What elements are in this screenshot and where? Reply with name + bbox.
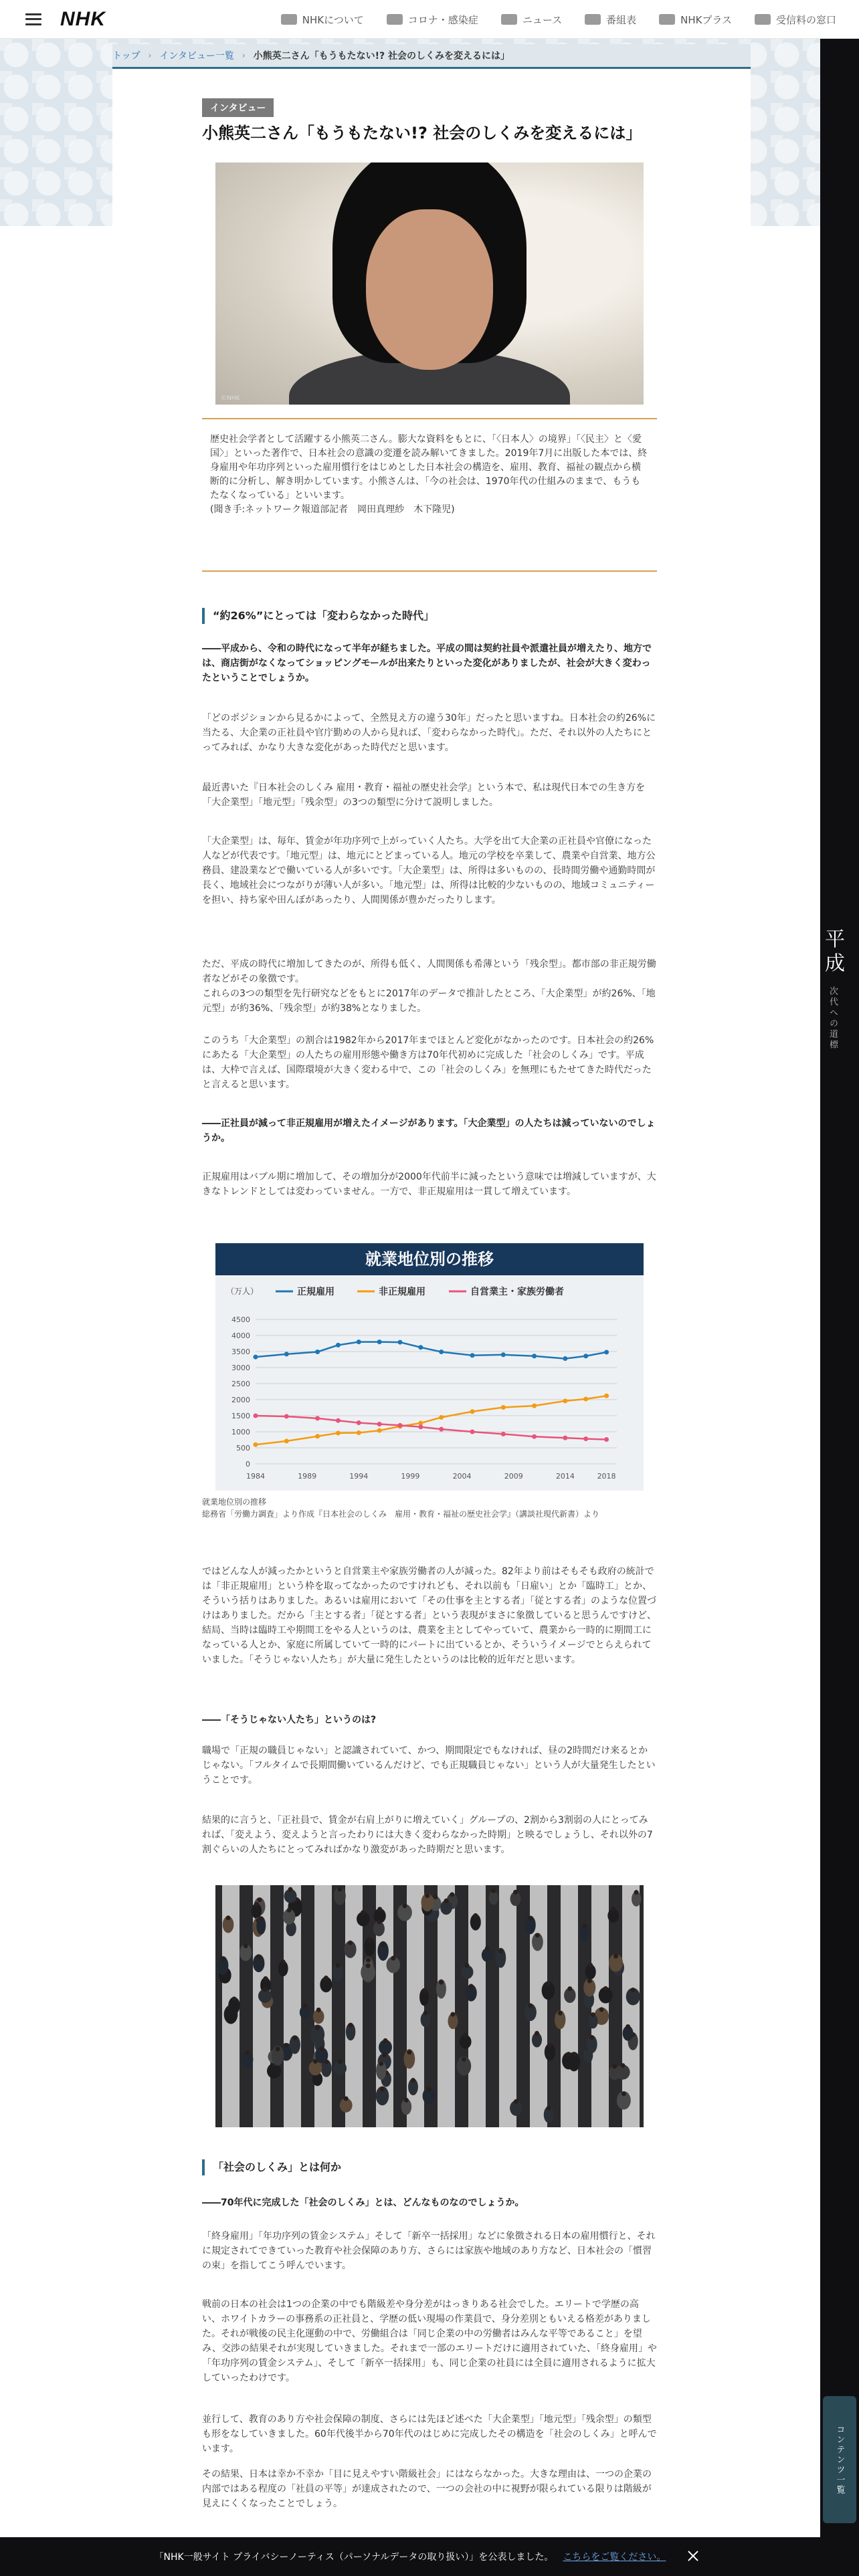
data-point <box>418 1345 423 1350</box>
data-point <box>398 1340 403 1345</box>
pedestrian-head <box>588 1963 593 1967</box>
pedestrian-head <box>589 2035 594 2040</box>
pedestrian-head <box>444 1899 449 1903</box>
paragraph-2: 最近書いた『日本社会のしくみ 雇用・教育・福祉の歴史社会学』という本で、私は現代日本での生き方を「大企業型」「地元型」「残余型」の3つの類型に分けて説明しました。 <box>202 782 646 808</box>
data-point <box>315 1416 320 1420</box>
paragraph-1: 「どのポジションから見るかによって、全然見え方の違う30年」だったと思いますね。日本社会の約26%に当たる、大企業の正社員や官庁勤めの人から見れば、「変わらなかった時代」。ただ、それ以外の人たちにとってみれば、かなり大きな変化があった時代だと思います。 <box>202 713 656 753</box>
pedestrian-head <box>316 2008 321 2012</box>
x-tick-label: 1984 <box>246 1472 265 1481</box>
data-point <box>563 1398 567 1403</box>
pedestrian-head <box>558 2011 563 2016</box>
crosswalk-stripe <box>622 1885 640 2127</box>
portrait-face <box>366 209 493 370</box>
y-tick-label: 1000 <box>231 1428 250 1436</box>
pedestrian-head <box>425 1893 430 1898</box>
nav-news[interactable]: ニュース <box>501 13 562 27</box>
crosswalk-stripe <box>591 1885 609 2127</box>
y-tick-label: 500 <box>236 1444 250 1453</box>
pedestrian-head <box>450 1892 454 1897</box>
pedestrian-head <box>344 2097 349 2101</box>
pedestrian-head <box>634 1890 639 1895</box>
paragraph-6: 正規雇用はバブル期に増加して、その増加分が2000年代前半に減ったという意味では増減していますが、大きなトレンドとしては変わっていません。一方で、非正規雇用は一貫して増えています。 <box>202 1172 656 1197</box>
data-point <box>470 1409 475 1414</box>
pedestrian-head <box>612 2064 617 2068</box>
y-tick-label: 3000 <box>231 1364 250 1372</box>
x-tick-label: 2018 <box>597 1472 616 1481</box>
pedestrian-head <box>366 1963 371 1968</box>
pedestrian-head <box>535 2031 539 2036</box>
data-point <box>583 1354 588 1358</box>
data-point <box>604 1350 609 1354</box>
chart-caption: 就業地位別の推移 総務省「労働力調査」より作成『日本社会のしくみ 雇用・教育・福祉の歴史社会学』（講談社現代新書）より <box>202 1497 600 1519</box>
paragraph-13: その結果、日本は幸か不幸か「目に見えやすい階級社会」にはならなかった。大きな理由は、一つの企業の内部ではある程度の「社員の平等」が達成されたので、一つの会社の中に視野が限られている限りは階級が見えにくくなったことでしょう。 <box>202 2469 652 2509</box>
data-point <box>583 1436 588 1441</box>
data-point <box>439 1415 444 1420</box>
data-point <box>439 1350 444 1354</box>
hero-portrait-image <box>215 163 644 405</box>
paragraph-7: ではどんな人が減ったかというと自営業主や家族労働者の人が減った。82年より前はそもそも政府の統計では「非正規雇用」という枠を取ってなかったのですけれども、それ以前も「日雇い」とか「臨時工」とか、そういう括りはありました。あるいは雇用において「その仕事を主とする者」「従とする者」のような位置づけはありました。だから「主とする者」「従とする者」という表現がまさに象徴していると思うんですけど、結局、当時は臨時工や期間工をやる人というのは、農業を主としてやっていて、農業から一時的に期間工になっている人とか、家庭に所属していて一時的にパートに出ているとか、そういうイメージでとらえられていました。「そうじゃない人たち」が大量に発生したというのは比較的近年だと思います。 <box>202 1566 656 1665</box>
pedestrian-head <box>439 1980 444 1985</box>
pedestrian-head <box>599 2007 604 2012</box>
pedestrian-head <box>528 2004 533 2008</box>
chart-title: 就業地位別の推移 <box>215 1243 644 1275</box>
pedestrian-head <box>257 1897 262 1902</box>
chart-plot <box>215 1275 644 1491</box>
data-point <box>563 1356 567 1361</box>
pedestrian-head <box>380 2086 385 2091</box>
crosswalk-stripe <box>499 1885 516 2127</box>
paragraph-10: 「終身雇用」「年功序列の賃金システム」そして「新卒一括採用」などに象徴される日本の雇用慣行と、それに規定されてできていった教育や社会保障のあり方、さらには家族や地域のあり方など、日本社会の「慣習の束」を指してこう呼んでいます。 <box>202 2231 656 2271</box>
data-point <box>532 1434 537 1439</box>
data-point <box>501 1405 506 1410</box>
pedestrian-head <box>631 1988 636 1992</box>
pedestrian-head <box>613 1954 618 1959</box>
pedestrian-head <box>348 1941 353 1945</box>
pedestrian-head <box>276 2046 280 2051</box>
data-point <box>336 1430 341 1435</box>
pedestrian-head <box>263 1987 268 1992</box>
data-point <box>254 1355 258 1360</box>
data-point <box>315 1434 320 1438</box>
pedestrian-head <box>303 2004 308 2008</box>
pedestrian-head <box>324 1975 328 1980</box>
data-point <box>284 1352 289 1356</box>
pedestrian-head <box>422 1988 427 1993</box>
pedestrian-head <box>284 2043 288 2048</box>
legend-label: 非正規雇用 <box>379 1287 425 1297</box>
pedestrian-head <box>281 1959 286 1964</box>
pedestrian-head <box>244 1943 248 1948</box>
nav-links <box>281 0 836 39</box>
paragraph-3: 「大企業型」は、毎年、賃金が年功序列で上がっていく人たち。大学を出て大企業の正社員や官僚になった人などが代表です。「地元型」は、地元にとどまっている人。地元の学校を卒業して、農業や自営業、地方公務員、建設業などで働いている人が多いです。「大企業型」は、所得は多いものの、長時間労働や通勤時間が長く、地域社会につながりが薄い人が多い。「地元型」は、所得は比較的少ないものの、地域コミュニティーを担い、持ち家や田んぼがあったり、人間関係が豊かだったりします。 <box>202 836 656 905</box>
question-3: ――「そうじゃない人たち」というのは? <box>202 1715 377 1725</box>
pedestrian-head <box>547 2043 552 2048</box>
crosswalk-stripe <box>314 1885 332 2127</box>
virus-icon <box>387 14 403 25</box>
contents-list-button[interactable]: コンテンツ一覧 <box>823 2396 856 2523</box>
data-point <box>357 1430 361 1435</box>
data-point <box>357 1339 361 1344</box>
pedestrian-head <box>256 1954 261 1959</box>
data-point <box>357 1420 361 1425</box>
pedestrian-head <box>491 1889 496 1893</box>
category-badge: インタビュー <box>202 98 274 117</box>
pedestrian-head <box>620 2063 625 2068</box>
pedestrian-head <box>528 1916 533 1921</box>
data-point <box>315 1350 320 1354</box>
privacy-notice-link[interactable]: こちらをご覧ください。 <box>563 2552 666 2563</box>
data-point <box>501 1352 506 1357</box>
paragraph-12: 並行して、教育のあり方や社会保障の制度、さらには先ほど述べた「大企業型」「地元型」「残余型」の類型も形をなしていきました。60年代後半から70年代のはじめに完成したその構造を「社会のしくみ」と呼んでいます。 <box>202 2414 657 2454</box>
data-point <box>377 1428 382 1433</box>
pedestrian-head <box>464 1963 469 1967</box>
pedestrian-head <box>338 2059 343 2064</box>
data-point <box>377 1339 382 1344</box>
x-tick-label: 2004 <box>452 1472 472 1481</box>
pedestrian-head <box>377 1920 381 1925</box>
pedestrian-head <box>567 1986 572 1991</box>
y-tick-label: 4500 <box>231 1315 250 1324</box>
data-point <box>439 1427 444 1432</box>
nhk-icon <box>281 14 297 25</box>
page-title: 小熊英二さん「もうもたない!? 社会のしくみを変えるには」 <box>202 124 642 142</box>
pedestrian-head <box>603 1986 608 1991</box>
pedestrian-head <box>221 1957 225 1961</box>
pedestrian-head <box>383 2038 388 2043</box>
pedestrian-head <box>264 1976 268 1981</box>
pedestrian-head <box>622 2091 626 2096</box>
chevron-right-icon: › <box>242 51 246 60</box>
pedestrian-head <box>366 1957 371 1962</box>
pedestrian-head <box>391 1956 395 1961</box>
data-point <box>254 1442 258 1447</box>
pedestrian-head <box>335 1963 340 1967</box>
question-2: ――正社員が減って非正規雇用が増えたイメージがあります。「大企業型」の人たちは減っていないのでしょうか。 <box>202 1118 656 1144</box>
paragraph-5: このうち「大企業型」の割合は1982年から2017年までほとんど変化がなかったのです。日本社会の約26%にあたる「大企業型」の人たちの雇用形態や働き方は70年代初めに完成した「社会のしくみ」です。平成は、大枠で言えば、国際環境が大きく変わる中で、この「社会のしくみ」を無理にもたせてきた時代だったと言えると思います。 <box>202 1035 654 1090</box>
pedestrian-head <box>254 1902 259 1907</box>
question-1: ――平成から、令和の時代になって半年が経ちました。平成の間は契約社員や派遣社員が増えたり、地方では、商店街がなくなってショッピングモールが出来たりといった変化がありましたが、社会が大きく変わったということでしょうか。 <box>202 643 652 683</box>
y-tick-label: 3500 <box>231 1348 250 1356</box>
data-point <box>532 1404 537 1408</box>
pedestrian-head <box>245 2050 250 2055</box>
x-tick-label: 1994 <box>349 1472 369 1481</box>
x-tick-label: 2009 <box>504 1472 523 1481</box>
pedestrian-head <box>463 2033 468 2038</box>
lead-text: 歴史社会学者として活躍する小熊英二さん。膨大な資料をもとに、「〈日本人〉の境界」「〈民主〉と〈愛国〉」といった著作で、日本社会の意識の変遷を読み解いてきました。2019年7月に出版した本では、終身雇用や年功序列といった雇用慣行をはじめとした日本社会の構造を、雇用、教育、福祉の観点から横断的に分析し、解き明かしています。小熊さんは、「今の社会は、1970年代の仕組みのままで、もうもたなくなっている」といいます。 (聞き手:ネットワーク報道部記者 岡田真理紗 木下隆児) <box>210 434 648 515</box>
pedestrian-head <box>513 1890 518 1895</box>
pedestrian-head <box>423 2011 428 2016</box>
pedestrian-head <box>381 1942 385 1947</box>
data-point <box>398 1423 403 1428</box>
data-point <box>336 1343 341 1348</box>
section-heading-2: 「社会のしくみ」とは何か <box>202 2159 657 2175</box>
pedestrian-head <box>547 2106 551 2111</box>
play-icon <box>659 14 675 25</box>
data-point <box>583 1397 588 1402</box>
data-point <box>284 1438 289 1443</box>
legend-label: 正規雇用 <box>297 1287 335 1297</box>
y-tick-label: 2000 <box>231 1396 250 1404</box>
data-point <box>470 1430 475 1434</box>
data-point <box>377 1422 382 1426</box>
pedestrian-head <box>514 2099 518 2104</box>
data-point <box>563 1436 567 1440</box>
pedestrian-head <box>546 1981 551 1986</box>
data-point <box>532 1354 537 1358</box>
pedestrian-head <box>535 1933 540 1937</box>
x-tick-label: 1989 <box>298 1472 317 1481</box>
paragraph-4: ただ、平成の時代に増加してきたのが、所得も低く、人間関係も希薄という「残余型」。都市部の非正規労働者などがその象徴です。 これらの3つの類型を先行研究などをもとに2017年のデータで推計したところ、「大企業型」が約26%、「地元型」が約36%、「残余型」が約38%となりました。 <box>202 959 656 1014</box>
pedestrian-head <box>407 2050 411 2054</box>
pedestrian-head <box>377 1907 382 1911</box>
paragraph-11: 戦前の日本の社会は1つの企業の中でも階級差や身分差がはっきりある社会でした。エリートで学歴の高い、ホワイトカラーの事務系の正社員と、学歴の低い現場の作業員で、身分差別ともいえる格差がありました。それが戦後の民主化運動の中で、労働組合は「同じ企業の中の労働者はみんな平等であること」を望み、交渉の結果それが実現していきました。それまで一部のエリートだけに適用されていた、「終身雇用」や「年功序列の賃金システム」、そして「新卒一括採用」も、同じ企業の社員には全員に適用されるように拡大していったわけです。 <box>202 2299 657 2383</box>
pedestrian-head <box>259 1917 264 1921</box>
pedestrian-head <box>361 1910 365 1915</box>
pedestrian-head <box>226 1915 231 1920</box>
pedestrian-head <box>498 1949 503 1953</box>
legend-label: 自営業主・家族労働者 <box>470 1287 564 1297</box>
data-point <box>284 1414 289 1418</box>
paragraph-8: 職場で「正規の職員じゃない」と認識されていて、かつ、期間限定でもなければ、昼の2時間だけ来るとかじゃない。「フルタイムで長期間働いているんだけど、でも正規職員じゃない」という人が大量発生したということです。 <box>202 1745 656 1786</box>
top-navigation <box>0 0 859 39</box>
x-tick-label: 2014 <box>555 1472 575 1481</box>
fee-icon <box>755 14 771 25</box>
y-tick-label: 0 <box>246 1460 250 1469</box>
pedestrian-head <box>379 2061 383 2066</box>
paragraph-9: 結果的に言うと、「正社員で、賃金が右肩上がりに増えていく」グループの、2割から3割弱の人にとってみれば、「変えよう、変えようと言ったわりには大きく変わらなかった時期」と映るでしょうし、それ以外の7割ぐらいの人たちにとってみればかなり激変があった時期だと思います。 <box>202 1815 653 1855</box>
menu-icon[interactable] <box>25 13 41 25</box>
image-credit: ©NHK <box>221 395 240 402</box>
crowd-illustration <box>215 1885 644 2127</box>
data-point <box>418 1424 423 1429</box>
unit-label: （万人） <box>226 1287 259 1296</box>
pedestrian-head <box>433 1895 438 1899</box>
nav-about[interactable]: NHKについて <box>281 13 364 27</box>
nhk-logo[interactable]: NHK <box>60 7 106 30</box>
pedestrian-head <box>591 2012 595 2017</box>
series-line-3 <box>256 1416 607 1440</box>
breadcrumb <box>112 44 751 67</box>
pedestrian-head <box>367 1938 372 1943</box>
crosswalk-stripe <box>438 1885 455 2127</box>
nav-fee[interactable]: 受信料の窓口 <box>755 13 836 27</box>
pedestrian-head <box>337 1887 342 1892</box>
data-point <box>604 1394 609 1398</box>
privacy-notice-text: 「NHK一般サイト プライバシーノーティス（パーソナルデータの取り扱い）」を公表しました。 <box>154 2552 554 2563</box>
pedestrian-head <box>473 1913 478 1918</box>
pedestrian-head <box>231 1996 236 2001</box>
employment-chart <box>215 1243 644 1491</box>
chevron-right-icon: › <box>148 51 152 60</box>
nav-nhk-plus[interactable]: NHKプラス <box>659 13 732 27</box>
news-icon <box>501 14 517 25</box>
nav-corona[interactable]: コロナ・感染症 <box>387 13 478 27</box>
question-4: ――70年代に完成した「社会のしくみ」とは、どんなものなのでしょうか。 <box>202 2197 524 2208</box>
pedestrian-head <box>404 2098 409 2103</box>
data-point <box>470 1353 475 1358</box>
data-point <box>604 1437 609 1442</box>
nav-program-guide[interactable]: 番組表 <box>585 13 636 27</box>
pedestrian-head <box>402 1903 407 1908</box>
heisei-label: 平成 次代への道標 <box>821 928 844 1051</box>
crosswalk-crowd-image <box>215 1885 644 2127</box>
x-tick-label: 1999 <box>401 1472 420 1481</box>
pedestrian-head <box>566 2052 571 2056</box>
pedestrian-head <box>611 1907 615 1911</box>
breadcrumb-home[interactable]: トップ <box>112 51 140 62</box>
pedestrian-head <box>287 1908 292 1913</box>
pedestrian-head <box>315 2026 320 2030</box>
article-card <box>112 67 751 2576</box>
pedestrian-head <box>319 2046 324 2051</box>
data-point <box>336 1418 341 1423</box>
pedestrian-head <box>382 2052 387 2057</box>
y-tick-label: 2500 <box>231 1380 250 1388</box>
privacy-notice-bar <box>0 2537 820 2576</box>
series-line-1 <box>256 1342 607 1359</box>
close-icon[interactable] <box>686 2549 700 2563</box>
crosswalk-stripe <box>561 1885 578 2127</box>
data-point <box>501 1432 506 1436</box>
section-heading-1: “約26%”にとっては「変わらなかった時代」 <box>202 608 657 624</box>
y-tick-label: 4000 <box>231 1331 250 1340</box>
tv-guide-icon <box>585 14 601 25</box>
pedestrian-head <box>288 1887 293 1892</box>
pedestrian-head <box>485 1946 490 1951</box>
pedestrian-head <box>427 2087 432 2092</box>
y-tick-label: 1500 <box>231 1412 250 1420</box>
data-point <box>254 1414 258 1418</box>
side-rail <box>820 39 859 2576</box>
pedestrian-head <box>292 2036 297 2040</box>
pedestrian-head <box>626 2024 630 2029</box>
lead-box <box>202 418 657 572</box>
pedestrian-head <box>411 2078 415 2082</box>
breadcrumb-current: 小熊英二さん「もうもたない!? 社会のしくみを変えるには」 <box>253 51 510 62</box>
pedestrian-head <box>583 1924 587 1929</box>
breadcrumb-interview-list[interactable]: インタビュー一覧 <box>159 51 234 62</box>
pedestrian-head <box>450 2012 455 2017</box>
pedestrian-head <box>469 1984 474 1989</box>
pedestrian-head <box>462 2057 466 2062</box>
pedestrian-head <box>349 2023 353 2028</box>
